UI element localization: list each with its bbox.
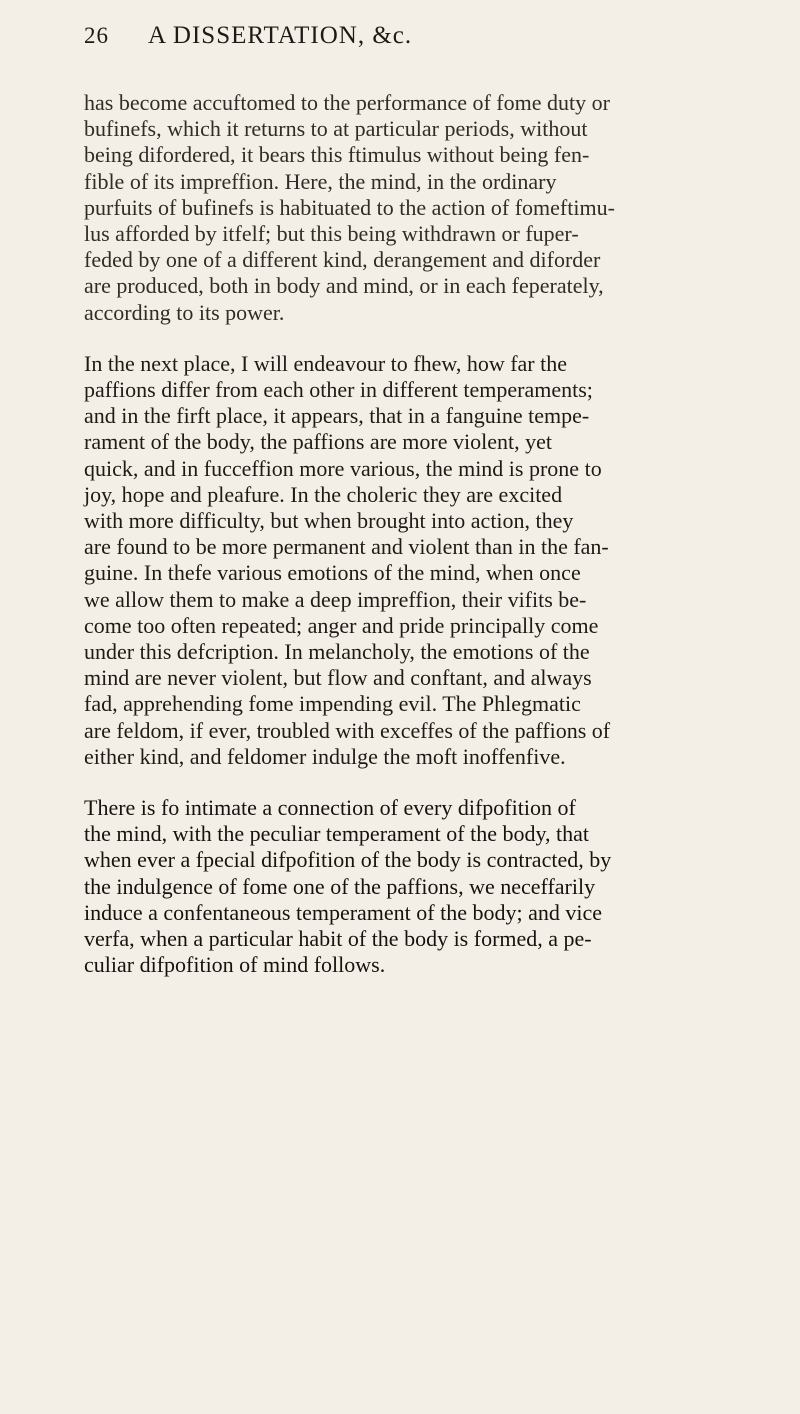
text-line: mind are never violent, but flow and conftant, and always <box>84 665 592 691</box>
text-line: come too often repeated; anger and pride principally come <box>84 612 599 638</box>
text-line: under this defcription. In melancholy, the emotions of the <box>84 639 590 665</box>
text-line: rament of the body, the paffions are more violent, yet <box>84 429 552 455</box>
text-line: according to its power. <box>84 299 285 325</box>
text-line: There is fo intimate a connection of every difpofition of <box>84 795 576 821</box>
text-line: purfuits of bufinefs is habituated to the action of fomeftimu- <box>84 194 615 220</box>
text-line: quick, and in fucceffion more various, the mind is prone to <box>84 455 602 481</box>
text-line: induce a confentaneous temperament of the body; and vice <box>84 899 603 925</box>
text-line: the indulgence of fome one of the paffions, we neceffarily <box>84 873 596 899</box>
paragraph <box>84 795 760 978</box>
running-title: A DISSERTATION, &c. <box>148 22 413 49</box>
paragraph <box>84 90 760 326</box>
text-line: either kind, and feldomer indulge the moft inoffenfive. <box>84 743 566 769</box>
text-line: the mind, with the peculiar temperament of the body, that <box>84 821 590 847</box>
text-line: and in the firft place, it appears, that in a fanguine tempe- <box>84 403 590 429</box>
text-line: when ever a fpecial difpofition of the body is contracted, by <box>84 847 612 873</box>
text-line: feded by one of a different kind, derangement and diforder <box>84 247 601 273</box>
text-line: joy, hope and pleafure. In the choleric they are excited <box>84 481 563 507</box>
page-number: 26 <box>84 23 109 48</box>
text-line: fad, apprehending fome impending evil. The Phlegmatic <box>84 691 581 717</box>
text-line: we allow them to make a deep impreffion, their vifits be- <box>84 586 587 612</box>
text-line: In the next place, I will endeavour to fhew, how far the <box>84 350 568 376</box>
text-line: bufinefs, which it returns to at particular periods, without <box>84 116 588 142</box>
text-line: verfa, when a particular habit of the body is formed, a pe- <box>84 926 592 952</box>
text-line: being difordered, it bears this ftimulus without being fen- <box>84 142 590 168</box>
text-line: guine. In thefe various emotions of the mind, when once <box>84 560 581 586</box>
text-line: paffions differ from each other in different temperaments; <box>84 377 593 403</box>
text-line: lus afforded by itfelf; but this being withdrawn or fuper- <box>84 221 579 247</box>
text-line: has become accuftomed to the performance of fome duty or <box>84 90 610 115</box>
paragraph <box>84 351 760 770</box>
text-line: with more difficulty, but when brought into action, they <box>84 508 574 534</box>
running-head <box>84 22 760 62</box>
text-line: are found to be more permanent and violent than in the fan- <box>84 534 609 560</box>
body-text <box>84 90 760 979</box>
text-line: are produced, both in body and mind, or in each feperately, <box>84 273 604 299</box>
text-line: are feldom, if ever, troubled with exceffes of the paffions of <box>84 717 611 743</box>
text-line: culiar difpofition of mind follows. <box>84 952 386 978</box>
text-line: fible of its impreffion. Here, the mind, in the ordinary <box>84 168 557 194</box>
